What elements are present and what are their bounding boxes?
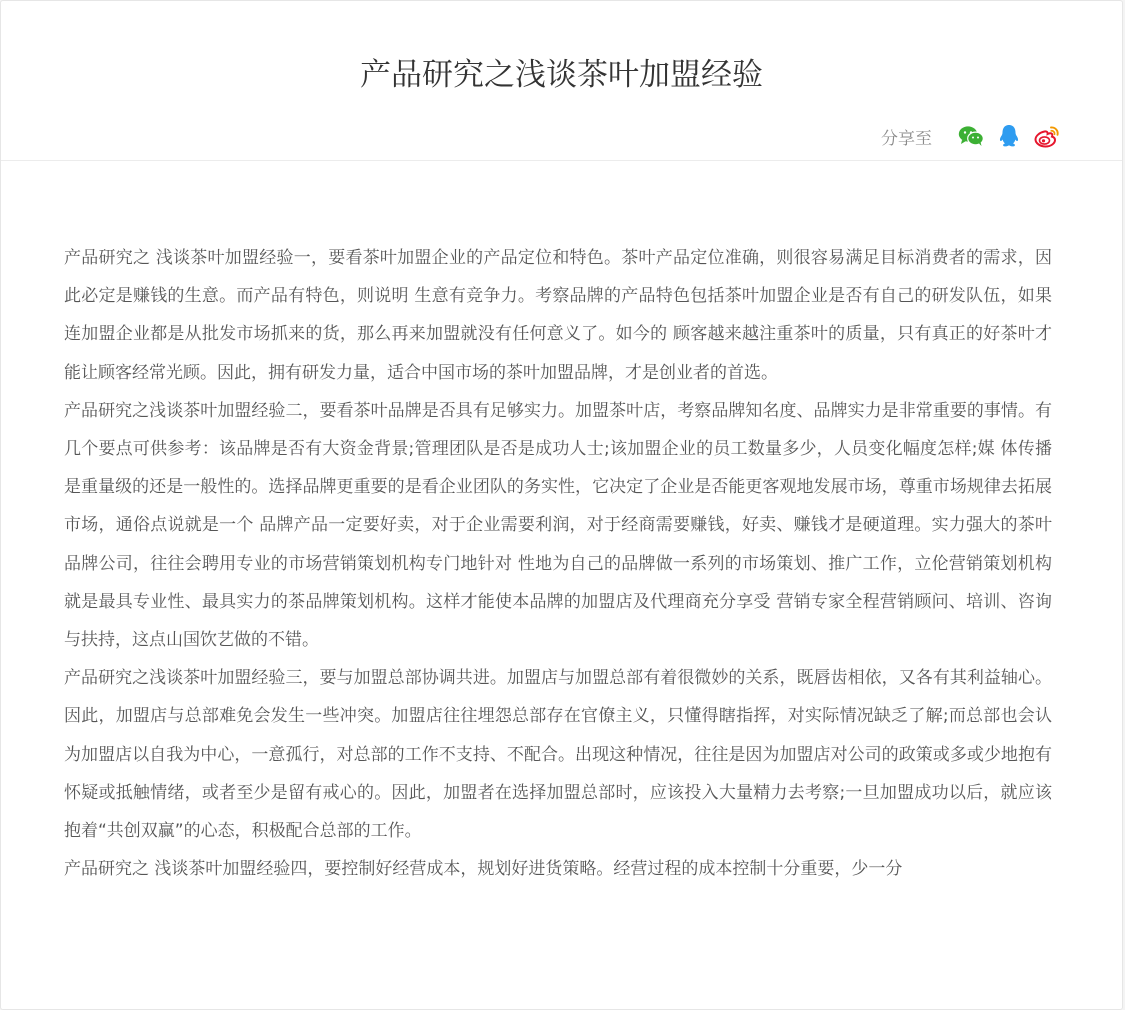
wechat-icon <box>958 125 984 147</box>
article-title: 产品研究之浅谈茶叶加盟经验 <box>360 57 763 93</box>
share-weibo-button[interactable] <box>1034 123 1060 149</box>
article-paragraph-2: 产品研究之浅谈茶叶加盟经验二，要看茶叶品牌是否具有足够实力。加盟茶叶店，考察品牌知名度、品牌实力是非常重要的事情。有几个要点可供参考：该品牌是否有大资金背景;管理团队是否是成功人士;该加盟企业的员工数量多少，人员变化幅度怎样;媒 体传播是重量级的还是一般性的。选择品牌更重要的是看企业团队的务实性，它决定了企业是否能更客观地发展市场，尊重市场规律去拓展市场，通俗点说就是一个 品牌产品一定要好卖，对于企业需要利润，对于经商需要赚钱，好卖、赚钱才是硬道理。实力强大的茶叶品牌公司，往往会聘用专业的市场营销策划机构专门地针对 性地为自己的品牌做一系列的市场策划、推广工作，立伦营销策划机构就是最具专业性、最具实力的茶品牌策划机构。这样才能使本品牌的加盟店及代理商充分享受 营销专家全程营销顾问、培训、咨询与扶持，这点山国饮艺做的不错。 <box>64 400 1052 651</box>
article-header <box>1 1 1122 161</box>
qq-icon <box>999 124 1019 148</box>
weibo-icon <box>1034 124 1060 148</box>
share-bar <box>881 121 1060 151</box>
share-label: 分享至 <box>881 128 932 149</box>
article-paragraph-3: 产品研究之浅谈茶叶加盟经验三，要与加盟总部协调共进。加盟店与加盟总部有着很微妙的关系，既唇齿相依，又各有其利益轴心。因此，加盟店与总部难免会发生一些冲突。加盟店往往埋怨总部存在官僚主义，只懂得瞎指挥，对实际情况缺乏了解;而总部也会认为加盟店以自我为中心，一意孤行，对总部的工作不支持、不配合。出现这种情况，往往是因为加盟店对公司的政策或多或少地抱有怀疑或抵触情绪，或者至少是留有戒心的。因此，加盟者在选择加盟总部时，应该投入大量精力去考察;一旦加盟成功以后，就应该抱着“共创双赢”的心态，积极配合总部的工作。 <box>64 668 1052 842</box>
article-body <box>64 239 1052 888</box>
share-wechat-button[interactable] <box>958 123 984 149</box>
article-paragraph-4: 产品研究之 浅谈茶叶加盟经验四，要控制好经营成本，规划好进货策略。经营过程的成本控制十分重要，少一分 <box>64 859 903 880</box>
share-qq-button[interactable] <box>996 123 1022 149</box>
article-paragraph-1: 产品研究之 浅谈茶叶加盟经验一，要看茶叶加盟企业的产品定位和特色。茶叶产品定位准确，则很容易满足目标消费者的需求，因此必定是赚钱的生意。而产品有特色，则说明 生意有竞争力。考察品牌的产品特色包括茶叶加盟企业是否有自己的研发队伍，如果连加盟企业都是从批发市场抓来的货，那么再来加盟就没有任何意义了。如今的 顾客越来越注重茶叶的质量，只有真正的好茶叶才能让顾客经常光顾。因此，拥有研发力量，适合中国市场的茶叶加盟品牌，才是创业者的首选。 <box>64 248 1052 383</box>
